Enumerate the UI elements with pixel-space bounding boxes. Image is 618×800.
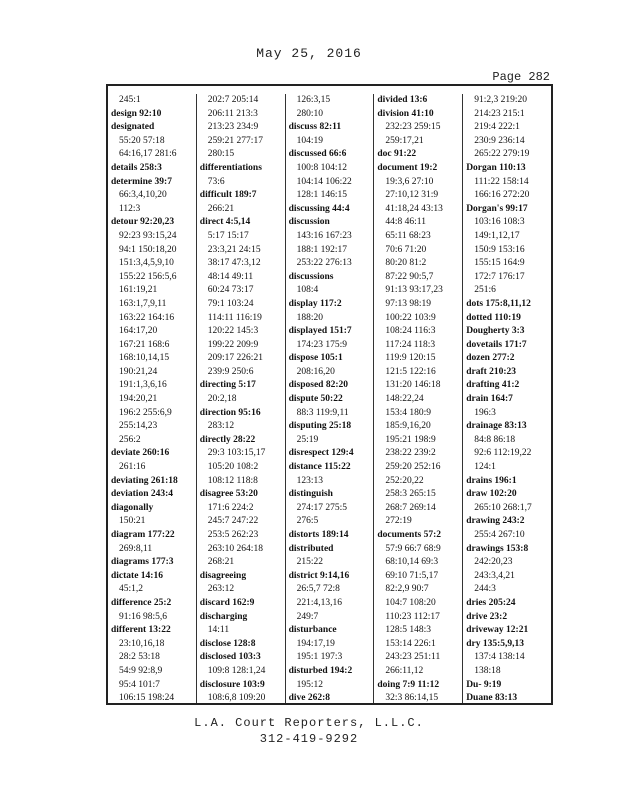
index-reference: 19:3,6 27:10 xyxy=(385,176,434,187)
index-term: display 117:2 xyxy=(288,298,342,309)
index-reference: 108:12 118:8 xyxy=(207,475,258,486)
index-reference: 48:14 49:11 xyxy=(207,271,254,282)
index-term: dozen 277:2 xyxy=(466,353,515,364)
index-reference: 117:24 118:3 xyxy=(385,339,436,350)
index-reference: 84:8 86:18 xyxy=(474,434,516,445)
index-term: dictate 14:16 xyxy=(111,570,163,581)
index-reference: 54:9 92:8,9 xyxy=(119,665,163,676)
index-term: diagonally xyxy=(111,502,154,513)
index-reference: 100:8 104:12 xyxy=(296,162,347,173)
index-term: direction 95:16 xyxy=(199,407,261,418)
footer-reporter: L.A. Court Reporters, L.L.C. xyxy=(194,716,424,730)
index-reference: 79:1 103:24 xyxy=(207,298,254,309)
index-term: different 13:22 xyxy=(111,625,171,636)
index-reference: 276:5 xyxy=(296,516,319,527)
index-reference: 168:10,14,15 xyxy=(119,353,170,364)
index-reference: 108:24 116:3 xyxy=(385,326,436,337)
index-reference: 219:4 222:1 xyxy=(474,122,520,133)
index-reference: 104:14 106:22 xyxy=(296,176,352,187)
index-term: Du- 9:19 xyxy=(466,679,502,690)
index-term: discuss 82:11 xyxy=(288,122,342,133)
index-term: discharging xyxy=(199,611,248,622)
index-reference: 151:3,4,5,9,10 xyxy=(119,258,174,269)
index-table xyxy=(106,84,553,705)
index-reference: 259:21 277:17 xyxy=(207,135,263,146)
index-reference: 196:3 xyxy=(474,407,496,418)
index-reference: 143:16 167:23 xyxy=(296,230,352,241)
index-reference: 26:5,7 72:8 xyxy=(296,584,340,595)
index-term: Dorgan's 99:17 xyxy=(466,203,528,214)
index-term: Dorgan 110:13 xyxy=(466,162,526,173)
index-reference: 283:12 xyxy=(207,421,235,432)
index-reference: 41:18,24 43:13 xyxy=(385,203,443,214)
index-reference: 268:21 xyxy=(207,557,235,568)
index-reference: 97:13 98:19 xyxy=(385,298,432,309)
index-term: dive 262:8 xyxy=(288,693,331,703)
index-term: diagram 177:22 xyxy=(111,530,175,540)
index-reference: 266:21 xyxy=(207,203,235,214)
index-reference: 23:10,16,18 xyxy=(119,638,165,649)
index-term: distinguish xyxy=(288,489,333,500)
index-term: designated xyxy=(111,122,155,133)
index-reference: 25:19 xyxy=(296,434,319,445)
index-reference: 263:10 264:18 xyxy=(207,543,263,554)
index-term: distorts 189:14 xyxy=(288,530,349,540)
index-term: driveway 12:21 xyxy=(466,625,529,636)
index-term: disturbance xyxy=(288,625,337,636)
index-columns xyxy=(108,94,551,703)
index-reference: 95:4 101:7 xyxy=(119,679,160,690)
index-reference: 190:21,24 xyxy=(119,366,158,377)
index-reference: 253:5 262:23 xyxy=(207,530,259,540)
index-reference: 188:20 xyxy=(296,312,323,323)
index-reference: 94:1 150:18,20 xyxy=(119,244,177,255)
index-reference: 111:22 158:14 xyxy=(474,176,529,187)
index-term: Duane 83:13 xyxy=(466,693,518,703)
index-term: division 41:10 xyxy=(377,108,434,119)
index-reference: 244:3 xyxy=(474,584,496,595)
index-reference: 265:10 268:1,7 xyxy=(474,502,532,513)
index-reference: 92:23 93:15,24 xyxy=(119,230,177,241)
index-term: discussions xyxy=(288,271,334,282)
index-reference: 221:4,13,16 xyxy=(296,597,342,608)
index-reference: 255:4 267:10 xyxy=(474,530,525,540)
index-term: drainage 83:13 xyxy=(466,421,527,432)
index-reference: 57:9 66:7 68:9 xyxy=(385,543,441,554)
index-term: divided 13:6 xyxy=(377,95,428,105)
index-term: discussing 44:4 xyxy=(288,203,350,214)
index-reference: 110:23 112:17 xyxy=(385,611,440,622)
index-reference: 32:3 86:14,15 xyxy=(385,693,439,703)
index-reference: 108:4 xyxy=(296,285,319,296)
index-reference: 174:23 175:9 xyxy=(296,339,347,350)
index-reference: 171:6 224:2 xyxy=(207,502,254,513)
index-reference: 80:20 81:2 xyxy=(385,258,427,269)
index-reference: 245:7 247:22 xyxy=(207,516,259,527)
page-number: Page 282 xyxy=(492,70,550,84)
index-reference: 209:17 226:21 xyxy=(207,353,263,364)
index-reference: 155:22 156:5,6 xyxy=(119,271,177,282)
index-reference: 251:6 xyxy=(474,285,496,296)
index-reference: 195:12 xyxy=(296,679,323,690)
index-term: diagrams 177:3 xyxy=(111,557,174,568)
index-reference: 256:2 xyxy=(119,434,141,445)
index-term: dispute 50:22 xyxy=(288,394,343,405)
index-reference: 82:2,9 90:7 xyxy=(385,584,429,595)
index-reference: 155:15 164:9 xyxy=(474,258,525,269)
index-column xyxy=(285,94,374,703)
index-reference: 120:22 145:3 xyxy=(207,326,259,337)
index-reference: 153:14 226:1 xyxy=(385,638,436,649)
index-term: direct 4:5,14 xyxy=(199,217,251,228)
index-term: differentiations xyxy=(199,162,262,173)
index-term: details 258:3 xyxy=(111,162,162,173)
index-term: drive 23:2 xyxy=(466,611,508,622)
index-reference: 239:9 250:6 xyxy=(207,366,254,377)
index-term: doing 7:9 11:12 xyxy=(377,679,440,690)
index-term: dispose 105:1 xyxy=(288,353,343,364)
index-reference: 106:15 198:24 xyxy=(119,693,175,703)
index-reference: 27:10,12 31:9 xyxy=(385,190,439,201)
index-reference: 28:2 53:18 xyxy=(119,652,160,663)
index-column xyxy=(108,94,196,703)
index-reference: 172:7 176:17 xyxy=(474,271,525,282)
index-reference: 104:7 108:20 xyxy=(385,597,436,608)
index-term: difficult 189:7 xyxy=(199,190,257,201)
index-reference: 68:10,14 69:3 xyxy=(385,557,439,568)
index-reference: 55:20 57:18 xyxy=(119,135,165,146)
index-reference: 195:21 198:9 xyxy=(385,434,436,445)
index-reference: 92:6 112:19,22 xyxy=(474,448,532,459)
index-reference: 196:2 255:6,9 xyxy=(119,407,172,418)
index-reference: 280:10 xyxy=(296,108,323,119)
index-reference: 208:16,20 xyxy=(296,366,335,377)
index-term: dotted 110:19 xyxy=(466,312,521,323)
index-reference: 64:16,17 281:6 xyxy=(119,149,177,160)
index-reference: 253:22 276:13 xyxy=(296,258,352,269)
index-term: draft 210:23 xyxy=(466,366,517,377)
index-reference: 149:1,12,17 xyxy=(474,230,520,241)
index-term: discard 162:9 xyxy=(199,597,255,608)
index-reference: 191:1,3,6,16 xyxy=(119,380,167,391)
index-reference: 269:8,11 xyxy=(119,543,153,554)
index-reference: 128:5 148:3 xyxy=(385,625,432,636)
index-reference: 69:10 71:5,17 xyxy=(385,570,439,581)
index-term: design 92:10 xyxy=(111,108,162,119)
index-reference: 167:21 168:6 xyxy=(119,339,170,350)
index-term: drawings 153:8 xyxy=(466,543,529,554)
index-reference: 121:5 122:16 xyxy=(385,366,436,377)
index-reference: 108:6,8 109:20 xyxy=(207,693,266,703)
index-reference: 202:7 205:14 xyxy=(207,95,259,105)
index-term: distance 115:22 xyxy=(288,462,351,473)
index-term: disputing 25:18 xyxy=(288,421,352,432)
index-reference: 258:3 265:15 xyxy=(385,489,436,500)
index-reference: 214:23 215:1 xyxy=(474,108,525,119)
index-reference: 14:11 xyxy=(207,625,230,636)
index-reference: 23:3,21 24:15 xyxy=(207,244,261,255)
index-term: dry 135:5,9,13 xyxy=(466,638,524,649)
index-reference: 249:7 xyxy=(296,611,319,622)
index-term: disclose 128:8 xyxy=(199,638,256,649)
index-reference: 255:14,23 xyxy=(119,421,158,432)
index-reference: 243:23 251:11 xyxy=(385,652,441,663)
index-reference: 65:11 68:23 xyxy=(385,230,431,241)
index-reference: 206:11 213:3 xyxy=(207,108,258,119)
header-date: May 25, 2016 xyxy=(256,46,362,61)
index-reference: 194:17,19 xyxy=(296,638,335,649)
index-reference: 252:20,22 xyxy=(385,475,424,486)
index-reference: 230:9 236:14 xyxy=(474,135,525,146)
index-column xyxy=(462,94,551,703)
index-reference: 20:2,18 xyxy=(207,394,237,405)
index-term: disagreeing xyxy=(199,570,247,581)
index-reference: 87:22 90:5,7 xyxy=(385,271,434,282)
index-term: drains 196:1 xyxy=(466,475,517,486)
index-term: directly 28:22 xyxy=(199,434,256,445)
index-reference: 163:22 164:16 xyxy=(119,312,175,323)
index-reference: 123:13 xyxy=(296,475,323,486)
index-term: dries 205:24 xyxy=(466,597,516,608)
index-reference: 232:23 259:15 xyxy=(385,122,441,133)
index-reference: 137:4 138:14 xyxy=(474,652,525,663)
index-reference: 150:21 xyxy=(119,516,146,527)
index-reference: 5:17 15:17 xyxy=(207,230,249,241)
index-reference: 266:11,12 xyxy=(385,665,424,676)
index-reference: 199:22 209:9 xyxy=(207,339,259,350)
index-reference: 153:4 180:9 xyxy=(385,407,432,418)
index-reference: 194:20,21 xyxy=(119,394,158,405)
index-term: district 9:14,16 xyxy=(288,570,350,581)
index-term: dovetails 171:7 xyxy=(466,339,527,350)
index-reference: 103:16 108:3 xyxy=(474,217,525,228)
index-reference: 126:3,15 xyxy=(296,95,331,105)
index-reference: 66:3,4,10,20 xyxy=(119,190,167,201)
index-term: deviate 260:16 xyxy=(111,448,170,459)
index-reference: 104:19 xyxy=(296,135,323,146)
index-reference: 166:16 272:20 xyxy=(474,190,530,201)
index-term: drawing 243:2 xyxy=(466,516,525,527)
index-term: deviating 261:18 xyxy=(111,475,178,486)
index-reference: 242:20,23 xyxy=(474,557,513,568)
index-reference: 128:1 146:15 xyxy=(296,190,347,201)
index-reference: 185:9,16,20 xyxy=(385,421,431,432)
index-reference: 91:16 98:5,6 xyxy=(119,611,168,622)
index-reference: 131:20 146:18 xyxy=(385,380,441,391)
index-term: document 19:2 xyxy=(377,162,438,173)
index-reference: 268:7 269:14 xyxy=(385,502,436,513)
index-column xyxy=(373,94,462,703)
index-reference: 161:19,21 xyxy=(119,285,158,296)
index-reference: 274:17 275:5 xyxy=(296,502,347,513)
index-term: displayed 151:7 xyxy=(288,326,352,337)
index-reference: 73:6 xyxy=(207,176,225,187)
index-reference: 109:8 128:1,24 xyxy=(207,665,266,676)
index-term: doc 91:22 xyxy=(377,149,417,160)
index-reference: 238:22 239:2 xyxy=(385,448,436,459)
index-reference: 91:13 93:17,23 xyxy=(385,285,443,296)
index-reference: 150:9 153:16 xyxy=(474,244,525,255)
index-reference: 263:12 xyxy=(207,584,235,595)
index-reference: 44:8 46:11 xyxy=(385,217,426,228)
footer-phone: 312-419-9292 xyxy=(259,732,359,746)
index-term: disagree 53:20 xyxy=(199,489,258,500)
index-reference: 259:20 252:16 xyxy=(385,462,441,473)
index-term: disclosure 103:9 xyxy=(199,679,265,690)
index-reference: 163:1,7,9,11 xyxy=(119,298,167,309)
index-term: draw 102:20 xyxy=(466,489,517,500)
index-term: drain 164:7 xyxy=(466,394,513,405)
index-reference: 265:22 279:19 xyxy=(474,149,530,160)
index-term: determine 39:7 xyxy=(111,176,172,187)
index-reference: 70:6 71:20 xyxy=(385,244,427,255)
index-reference: 164:17,20 xyxy=(119,326,158,337)
index-reference: 195:1 197:3 xyxy=(296,652,343,663)
index-column xyxy=(196,94,285,703)
index-term: detour 92:20,23 xyxy=(111,217,175,228)
index-reference: 259:17,21 xyxy=(385,135,424,146)
index-term: documents 57:2 xyxy=(377,530,441,540)
index-reference: 114:11 116:19 xyxy=(207,312,262,323)
index-reference: 245:1 xyxy=(119,95,141,105)
index-reference: 148:22,24 xyxy=(385,394,424,405)
index-term: dots 175:8,11,12 xyxy=(466,298,531,309)
index-term: disclosed 103:3 xyxy=(199,652,261,663)
index-reference: 124:1 xyxy=(474,462,496,473)
index-reference: 88:3 119:9,11 xyxy=(296,407,349,418)
index-term: distributed xyxy=(288,543,334,554)
index-reference: 45:1,2 xyxy=(119,584,144,595)
index-term: disposed 82:20 xyxy=(288,380,348,391)
index-reference: 213:23 234:9 xyxy=(207,122,259,133)
index-reference: 100:22 103:9 xyxy=(385,312,436,323)
index-term: difference 25:2 xyxy=(111,597,172,608)
index-reference: 243:3,4,21 xyxy=(474,570,515,581)
index-term: Dougherty 3:3 xyxy=(466,326,525,337)
index-term: disrespect 129:4 xyxy=(288,448,354,459)
index-reference: 280:15 xyxy=(207,149,235,160)
index-reference: 188:1 192:17 xyxy=(296,244,347,255)
index-reference: 215:22 xyxy=(296,557,323,568)
index-reference: 29:3 103:15,17 xyxy=(207,448,266,459)
index-term: discussed 66:6 xyxy=(288,149,347,160)
index-term: disturbed 194:2 xyxy=(288,665,353,676)
index-reference: 261:16 xyxy=(119,462,146,473)
index-term: directing 5:17 xyxy=(199,380,256,391)
index-reference: 60:24 73:17 xyxy=(207,285,254,296)
index-term: deviation 243:4 xyxy=(111,489,174,500)
index-reference: 119:9 120:15 xyxy=(385,353,436,364)
index-reference: 112:3 xyxy=(119,203,141,214)
index-reference: 91:2,3 219:20 xyxy=(474,95,527,105)
index-term: discussion xyxy=(288,217,330,228)
index-reference: 138:18 xyxy=(474,665,501,676)
index-reference: 105:20 108:2 xyxy=(207,462,259,473)
index-reference: 272:19 xyxy=(385,516,412,527)
index-reference: 38:17 47:3,12 xyxy=(207,258,261,269)
index-term: drafting 41:2 xyxy=(466,380,520,391)
